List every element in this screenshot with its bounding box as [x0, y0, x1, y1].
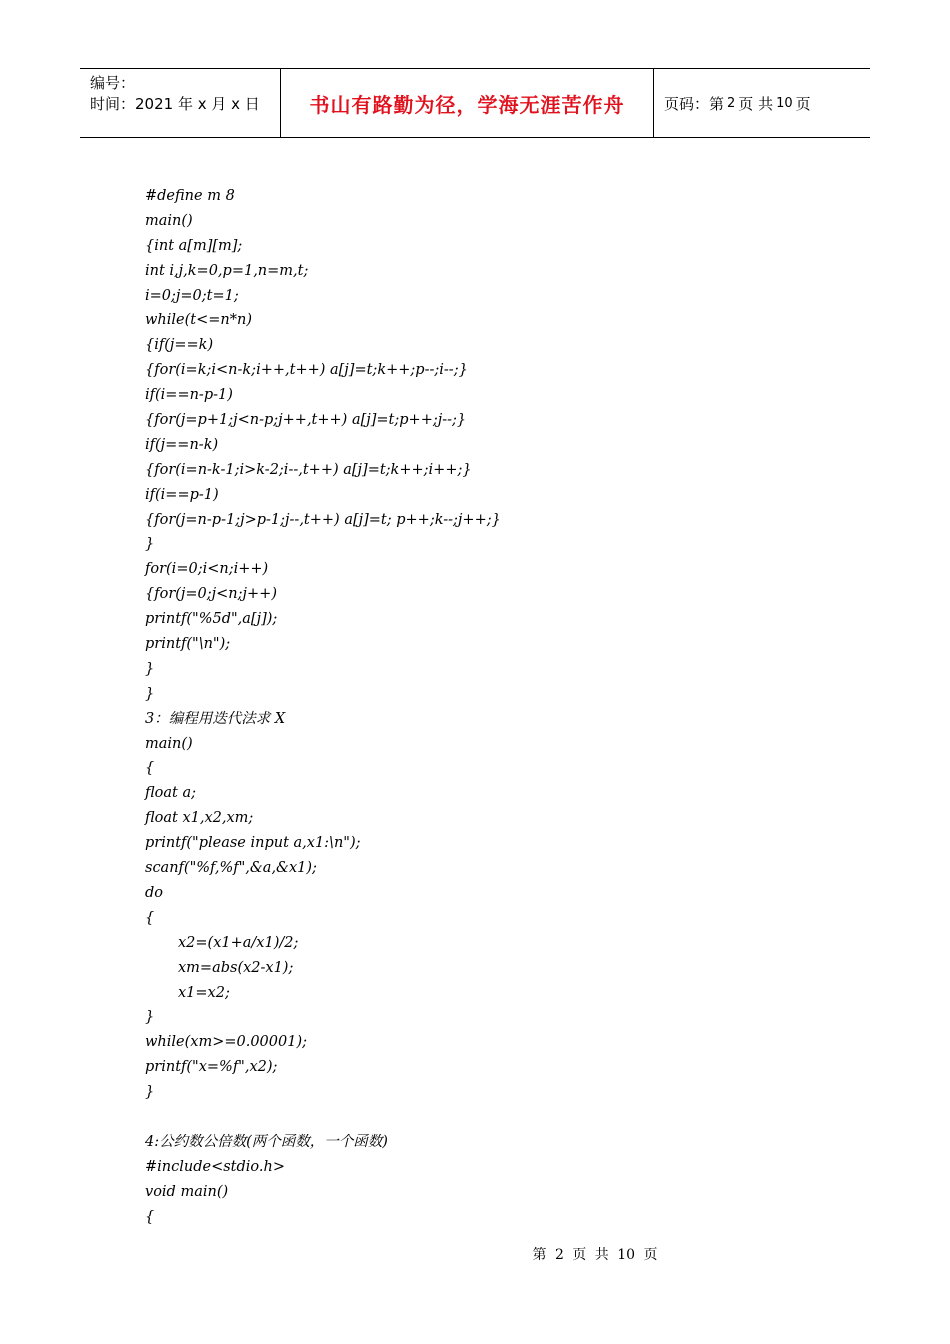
- date-label: 时间：2021 年 x 月 x 日: [90, 95, 260, 113]
- code-line: float a;: [145, 785, 197, 802]
- code-line: {int a[m][m];: [145, 237, 243, 254]
- code-line: if(i==n-p-1): [145, 387, 233, 404]
- code-line: scanf("%f,%f",&a,&x1);: [145, 860, 317, 877]
- code-line: }: [145, 685, 155, 702]
- page-footer: 第 2 页 共 10 页: [532, 1247, 658, 1263]
- code-line: printf("\n");: [145, 636, 231, 653]
- header-info-cell: [80, 69, 281, 137]
- page-current: 2: [727, 95, 736, 111]
- code-line: printf("please input a,x1:\n");: [145, 835, 361, 852]
- code-line: #include<stdio.h>: [145, 1158, 285, 1175]
- page-number-cell: [654, 69, 870, 137]
- code-line: }: [145, 1084, 155, 1101]
- code-line: {for(i=k;i<n-k;i++,t++) a[j]=t;k++;p--;i--;}: [145, 362, 468, 379]
- code-line: }: [145, 1009, 155, 1026]
- page-mid: 页 共: [738, 94, 774, 113]
- page-total: 10: [776, 95, 793, 111]
- code-line: int i,j,k=0,p=1,n=m,t;: [145, 262, 309, 279]
- code-line: main(): [145, 212, 193, 229]
- code-line: main(): [145, 735, 193, 752]
- code-line: {: [145, 1208, 155, 1225]
- code-listing: [145, 184, 865, 1229]
- code-line: do: [145, 884, 164, 901]
- code-line: {for(j=n-p-1;j>p-1;j--,t++) a[j]=t; p++;k--;j++;}: [145, 511, 501, 528]
- page-prefix: 页码：第: [664, 94, 725, 113]
- page-suffix: 页: [795, 94, 811, 113]
- code-line: for(i=0;i<n;i++): [145, 561, 269, 578]
- code-line: }: [145, 536, 155, 553]
- code-line: while(t<=n*n): [145, 312, 252, 329]
- code-line: while(xm>=0.00001);: [145, 1034, 307, 1051]
- code-line: 3：编程用迭代法求 X: [145, 710, 286, 727]
- code-line: {for(i=n-k-1;i>k-2;i--,t++) a[j]=t;k++;i++;}: [145, 461, 472, 478]
- code-line: {: [145, 909, 155, 926]
- blank-line: [145, 1105, 865, 1130]
- document-header: [80, 68, 870, 138]
- code-line: x1=x2;: [178, 984, 230, 1001]
- code-line: 4:公约数公倍数(两个函数，一个函数): [145, 1133, 388, 1150]
- code-line: {for(j=p+1;j<n-p;j++,t++) a[j]=t;p++;j--;}: [145, 412, 467, 429]
- code-line: float x1,x2,xm;: [145, 810, 254, 827]
- code-line: if(j==n-k): [145, 436, 219, 453]
- code-line: {for(j=0;j<n;j++): [145, 586, 277, 603]
- motto-text: 书山有路勤为径，学海无涯苦作舟: [309, 92, 625, 117]
- code-line: printf("%5d",a[j]);: [145, 611, 278, 628]
- code-line: x2=(x1+a/x1)/2;: [178, 934, 299, 951]
- code-line: {: [145, 760, 155, 777]
- serial-number-label: 编号：: [90, 74, 136, 92]
- code-line: }: [145, 660, 155, 677]
- code-line: i=0;j=0;t=1;: [145, 287, 239, 304]
- code-line: #define m 8: [145, 188, 235, 204]
- code-line: xm=abs(x2-x1);: [178, 959, 294, 976]
- code-line: void main(): [145, 1183, 229, 1200]
- motto-cell: [281, 69, 654, 137]
- code-line: printf("x=%f",x2);: [145, 1059, 278, 1076]
- code-line: {if(j==k): [145, 337, 214, 354]
- code-line: if(i==p-1): [145, 486, 219, 503]
